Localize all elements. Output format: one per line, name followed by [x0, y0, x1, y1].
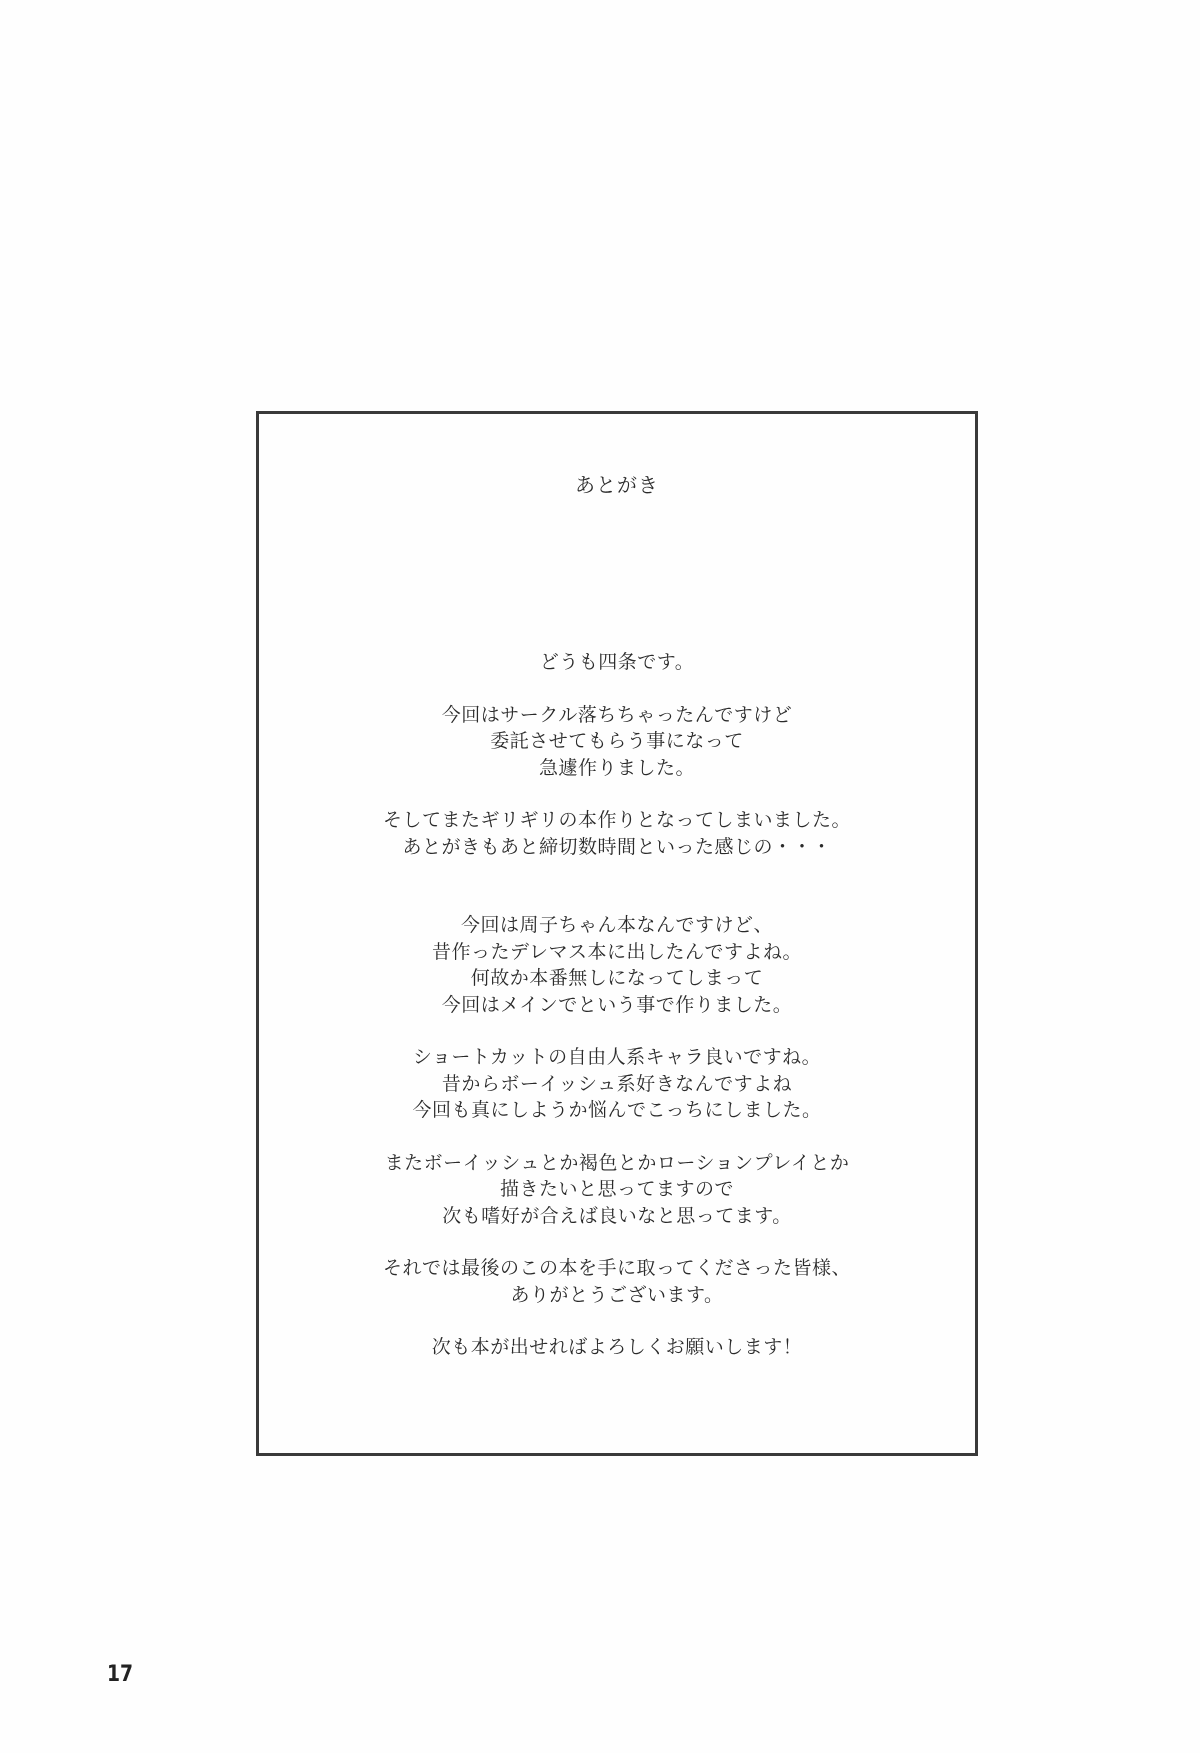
text-line: 次も嗜好が合えば良いなと思ってます。	[442, 1204, 792, 1227]
text-line: 昔からボーイッシュ系好きなんですよね	[441, 1072, 793, 1095]
text-line: 昔作ったデレマス本に出したんですよね。	[431, 940, 803, 963]
text-line: 今回も真にしようか悩んでこっちにしました。	[412, 1099, 822, 1121]
paragraph-8	[259, 1334, 975, 1361]
paragraph-1	[259, 649, 975, 676]
afterword-body	[259, 649, 975, 1361]
text-line: 次も本が出せればよろしくお願いします！	[431, 1336, 803, 1358]
text-line: あとがきもあと締切数時間といった感じの・・・	[402, 835, 832, 858]
paragraph-7	[259, 1255, 975, 1308]
text-line: ショートカットの自由人系キャラ良いですね。	[412, 1046, 822, 1068]
paragraph-5	[259, 1044, 975, 1124]
text-line: 何故か本番無しになってしまって	[470, 967, 764, 989]
text-line: そしてまたギリギリの本作りとなってしまいました。	[382, 809, 851, 831]
paragraph-2	[259, 702, 975, 782]
paragraph-6	[259, 1150, 975, 1230]
text-line: ありがとうございます。	[510, 1283, 724, 1306]
text-line: 今回はサークル落ちちゃったんですけど	[441, 703, 793, 726]
text-line: どうも四条です。	[539, 651, 695, 673]
text-line: 急遽作りました。	[538, 756, 695, 779]
text-line: 描きたいと思ってますので	[499, 1178, 734, 1200]
paragraph-3	[259, 807, 975, 860]
text-line: 今回は周子ちゃん本なんですけど、	[460, 914, 773, 936]
text-line: 今回はメインでという事で作りました。	[441, 993, 793, 1016]
text-line: またボーイッシュとか褐色とかローションプレイとか	[384, 1151, 850, 1174]
text-line: 委託させてもらう事になって	[490, 730, 744, 752]
text-line: それでは最後のこの本を手に取ってくださった皆様、	[382, 1257, 851, 1279]
afterword-frame	[256, 411, 978, 1456]
page-number: 17	[107, 1662, 134, 1687]
paragraph-4	[259, 912, 975, 1018]
afterword-title: あとがき	[575, 473, 659, 497]
